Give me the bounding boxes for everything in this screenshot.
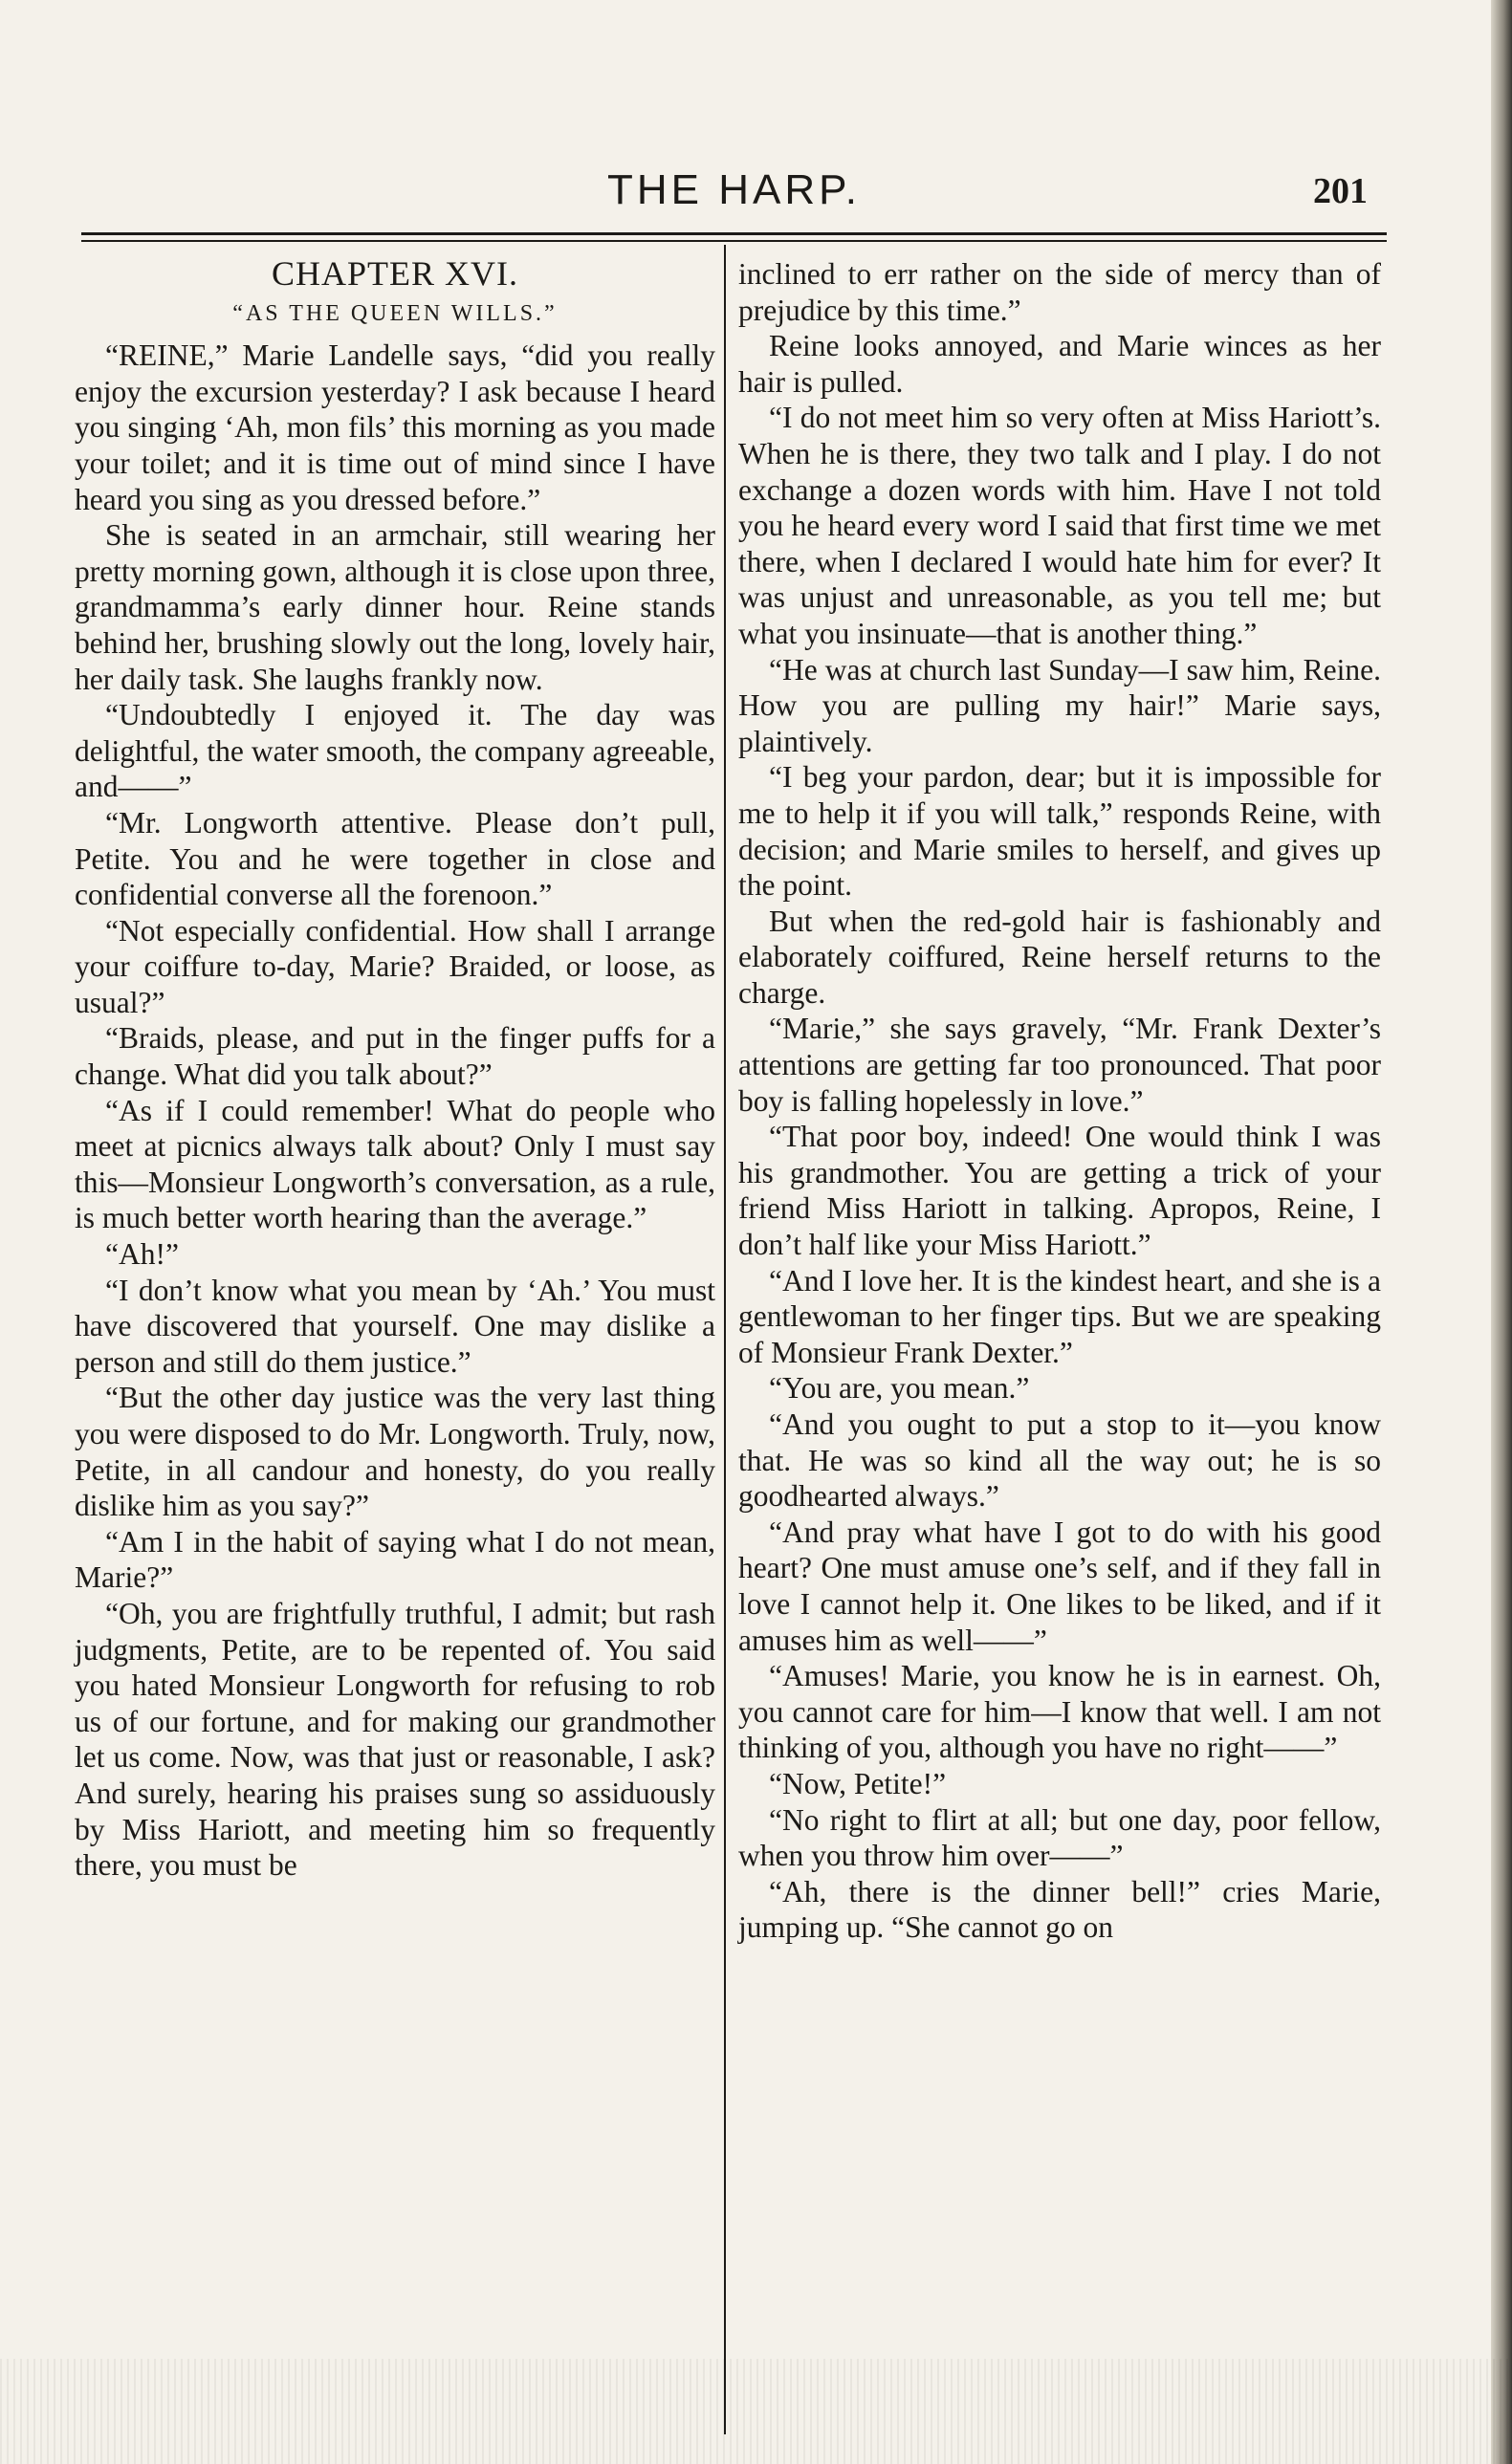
paragraph: “I don’t know what you mean by ‘Ah.’ You must have discovered that yourself. One may dislike a person and still do them justice.” (75, 1273, 715, 1379)
paragraph: “Ah!” (105, 1237, 179, 1272)
page-bottom-edge (0, 2359, 1512, 2464)
paragraph: “Oh, you are frightfully truthful, I admit; but rash judgments, Petite, are to be repented of. You said you hated Monsieur Longworth for refusing to rob us of our fortune, and for making our grandmother let us come. Now, was that just or reasonable, I ask? And surely, hearing his praises sung so assiduously by Miss Hariott, and meeting him so frequently there, you must be (75, 1596, 715, 1883)
left-column (75, 256, 715, 1884)
paragraph: inclined to err rather on the side of mercy than of prejudice by this time.” (738, 257, 1381, 327)
paragraph: “You are, you mean.” (769, 1371, 1030, 1406)
paragraph: “Ah, there is the dinner bell!” cries Marie, jumping up. “She cannot go on (738, 1874, 1381, 1945)
paragraph: “And pray what have I got to do with his good heart? One must amuse one’s self, and if they fall in love I cannot help it. One likes to be liked, and if it amuses him as well——” (738, 1515, 1381, 1657)
paragraph: “Am I in the habit of saying what I do not mean, Marie?” (75, 1524, 715, 1595)
paragraph: “Undoubtedly I enjoyed it. The day was delightful, the water smooth, the company agreeable, and——” (75, 698, 715, 804)
paragraph: “But the other day justice was the very last thing you were disposed to do Mr. Longworth. Truly, now, Petite, in all candour and honesty, do you really dislike him as you say?” (75, 1381, 715, 1523)
paragraph: “No right to flirt at all; but one day, poor fellow, when you throw him over——” (738, 1802, 1381, 1873)
right-column (738, 256, 1381, 1946)
column-divider (724, 245, 726, 2434)
paragraph: Reine looks annoyed, and Marie winces as her hair is pulled. (738, 329, 1381, 399)
paragraph: “That poor boy, indeed! One would think I was his grandmother. You are getting a trick of your friend Miss Hariott in talking. Apropos, Reine, I don’t half like your Miss Hariott.” (738, 1120, 1381, 1262)
paragraph: “Mr. Longworth attentive. Please don’t pull, Petite. You and he were together in close and confidential converse all the forenoon.” (75, 805, 715, 912)
paragraph: “Braids, please, and put in the finger puffs for a change. What did you talk about?” (75, 1021, 715, 1092)
paragraph: “Now, Petite!” (769, 1766, 947, 1800)
paragraph: “As if I could remember! What do people who meet at picnics always talk about? Only I must say this—Monsieur Longworth’s conversation, as a rule, is much better worth hearing than the average.” (75, 1093, 715, 1235)
header-rule-thin (81, 240, 1387, 242)
paragraph: “He was at church last Sunday—I saw him, Reine. How you are pulling my hair!” Marie says, plaintively. (738, 652, 1381, 758)
paragraph: “And you ought to put a stop to it—you know that. He was so kind all the way out; he is so goodhearted always.” (738, 1407, 1381, 1514)
paragraph: “Marie,” she says gravely, “Mr. Frank Dexter’s attentions are getting far too pronounced. That poor boy is falling hopelessly in love.” (738, 1012, 1381, 1118)
page-edge (1491, 0, 1512, 2464)
paragraph: She is seated in an armchair, still wearing her pretty morning gown, although it is close upon three, grandmamma’s early dinner hour. Reine stands behind her, brushing slowly out the long, lovely hair, her daily task. She laughs frankly now. (75, 518, 715, 696)
running-title: THE HARP. (606, 166, 862, 213)
paragraph: “Not especially confidential. How shall I arrange your coiffure to-day, Marie? Braided, or loose, as usual?” (75, 913, 715, 1019)
paragraph: “I do not meet him so very often at Miss Hariott’s. When he is there, they two talk and I play. I do not exchange a dozen words with him. Have I not told you he heard every word I said that first time we met there, when I declared I would hate him for ever? It was unjust and unreasonable, as you tell me; but what you insinuate—that is another thing.” (738, 401, 1381, 650)
paragraph: “I beg your pardon, dear; but it is impossible for me to help it if you will talk,” responds Reine, with decision; and Marie smiles to herself, and gives up the point. (738, 760, 1381, 903)
page-header (81, 163, 1387, 229)
page-number: 201 (1313, 171, 1368, 211)
paragraph: “REINE,” Marie Landelle says, “did you really enjoy the excursion yesterday? I ask because I heard you singing ‘Ah, mon fils’ this morning as you made your toilet; and it is time out of mind since I have heard you sing as you dressed before.” (75, 338, 715, 516)
paragraph: But when the red-gold hair is fashionably and elaborately coiffured, Reine herself returns to the charge. (738, 904, 1381, 1010)
chapter-subtitle: “AS THE QUEEN WILLS.” (232, 300, 558, 326)
chapter-title: CHAPTER XVI. (271, 254, 518, 293)
paragraph: “And I love her. It is the kindest heart, and she is a gentlewoman to her finger tips. But we are speaking of Monsieur Frank Dexter.” (738, 1263, 1381, 1369)
header-rule-thick (81, 232, 1387, 235)
paragraph: “Amuses! Marie, you know he is in earnest. Oh, you cannot care for him—I know that well. I am not thinking of you, although you have no right——” (738, 1659, 1381, 1765)
